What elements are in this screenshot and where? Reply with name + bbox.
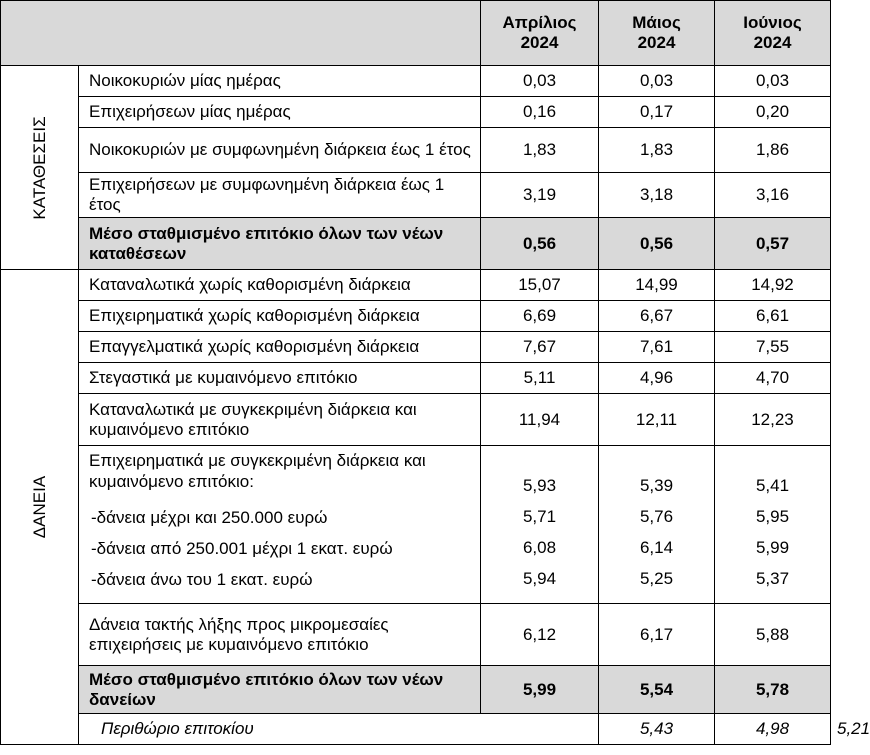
value-april: 0,16 [481,97,599,128]
margin-row: Περιθώριο επιτοκίου 5,43 4,98 5,21 [1,714,831,745]
value-june: 12,23 [715,394,831,446]
value-june: 7,55 [715,332,831,363]
table-row [1,270,831,301]
value-april: 1,83 [481,128,599,173]
table-row [1,394,831,446]
value-april: 15,07 [481,270,599,301]
business-fixed-label: Επιχειρηματικά με συγκεκριμένη διάρκεια και κυμαινόμενο επιτόκιο: [89,451,426,491]
business-fixed-may: 5,39 5,76 6,14 5,25 [599,446,715,604]
row-label: Καταναλωτικά χωρίς καθορισμένη διάρκεια [79,270,481,301]
table-row [1,301,831,332]
value-may: 14,99 [599,270,715,301]
deposits-total-row [1,218,831,270]
loans-section-label: ΔΑΝΕΙΑ [29,475,49,539]
table-row [1,363,831,394]
table-row [1,97,831,128]
value-april: 11,94 [481,394,599,446]
value-april: 5,11 [481,363,599,394]
header-blank-cell [1,1,481,66]
deposits-total-june: 0,57 [715,218,831,270]
row-label: Δάνεια τακτής λήξης προς μικρομεσαίες επιχειρήσεις με κυμαινόμενο επιτόκιο [79,604,481,666]
row-label: Επιχειρήσεων μίας ημέρας [79,97,481,128]
table-row [1,332,831,363]
value-may: 0,03 [599,66,715,97]
loans-total-row [1,666,831,714]
value-may: 7,61 [599,332,715,363]
business-fixed-june: 5,41 5,95 5,99 5,37 [715,446,831,604]
header-row [1,1,831,66]
value-may: 0,17 [599,97,715,128]
header-april: Απρίλιος 2024 [481,1,599,66]
value-april: 6,69 [481,301,599,332]
header-may: Μάιος 2024 [599,1,715,66]
value-april: 7,67 [481,332,599,363]
row-label: Νοικοκυριών μίας ημέρας [79,66,481,97]
deposits-section-label: ΚΑΤΑΘΕΣΕΙΣ [29,115,49,220]
row-label: Στεγαστικά με κυμαινόμενο επιτόκιο [79,363,481,394]
loans-total-may: 5,54 [599,666,715,714]
value-june: 6,61 [715,301,831,332]
loans-section-label-cell [1,270,79,745]
business-fixed-april: 5,93 5,71 6,08 5,94 [481,446,599,604]
table-row [1,128,831,173]
value-april: 0,03 [481,66,599,97]
row-label: Νοικοκυριών με συμφωνημένη διάρκεια έως 1 έτος [79,128,481,173]
value-june: 14,92 [715,270,831,301]
value-june: 5,88 [715,604,831,666]
loans-total-june: 5,78 [715,666,831,714]
value-may: 6,17 [599,604,715,666]
sub-row-label: -δάνεια μέχρι και 250.000 ευρώ [91,508,328,527]
row-label: Επαγγελματικά χωρίς καθορισμένη διάρκεια [79,332,481,363]
margin-may: 4,98 [715,714,831,745]
loans-total-april: 5,99 [481,666,599,714]
loans-total-label: Μέσο σταθμισμένο επιτόκιο όλων των νέων δανείων [79,666,481,714]
sub-row-label: -δάνεια άνω του 1 εκατ. ευρώ [91,570,313,589]
row-label: Επιχειρήσεων με συμφωνημένη διάρκεια έως 1 έτος [79,173,481,218]
row-label: Καταναλωτικά με συγκεκριμένη διάρκεια και κυμαινόμενο επιτόκιο [79,394,481,446]
business-fixed-block [1,446,831,604]
value-june: 4,70 [715,363,831,394]
value-june: 1,86 [715,128,831,173]
table-row [1,173,831,218]
value-may: 12,11 [599,394,715,446]
value-june: 0,03 [715,66,831,97]
value-may: 1,83 [599,128,715,173]
table-row [1,66,831,97]
margin-april: 5,43 [599,714,715,745]
row-label: Επιχειρηματικά χωρίς καθορισμένη διάρκεια [79,301,481,332]
value-may: 4,96 [599,363,715,394]
table-row [1,604,831,666]
sub-row-label: -δάνεια από 250.001 μέχρι 1 εκατ. ευρώ [91,539,393,558]
value-may: 6,67 [599,301,715,332]
business-fixed-labels [79,446,481,604]
deposits-total-april: 0,56 [481,218,599,270]
deposits-total-may: 0,56 [599,218,715,270]
deposits-section-label-cell [1,66,79,270]
value-april: 6,12 [481,604,599,666]
margin-label: Περιθώριο επιτοκίου [79,714,599,745]
deposits-total-label: Μέσο σταθμισμένο επιτόκιο όλων των νέων καταθέσεων [79,218,481,270]
header-june: Ιούνιος 2024 [715,1,831,66]
value-april: 3,19 [481,173,599,218]
value-may: 3,18 [599,173,715,218]
value-june: 0,20 [715,97,831,128]
value-june: 3,16 [715,173,831,218]
